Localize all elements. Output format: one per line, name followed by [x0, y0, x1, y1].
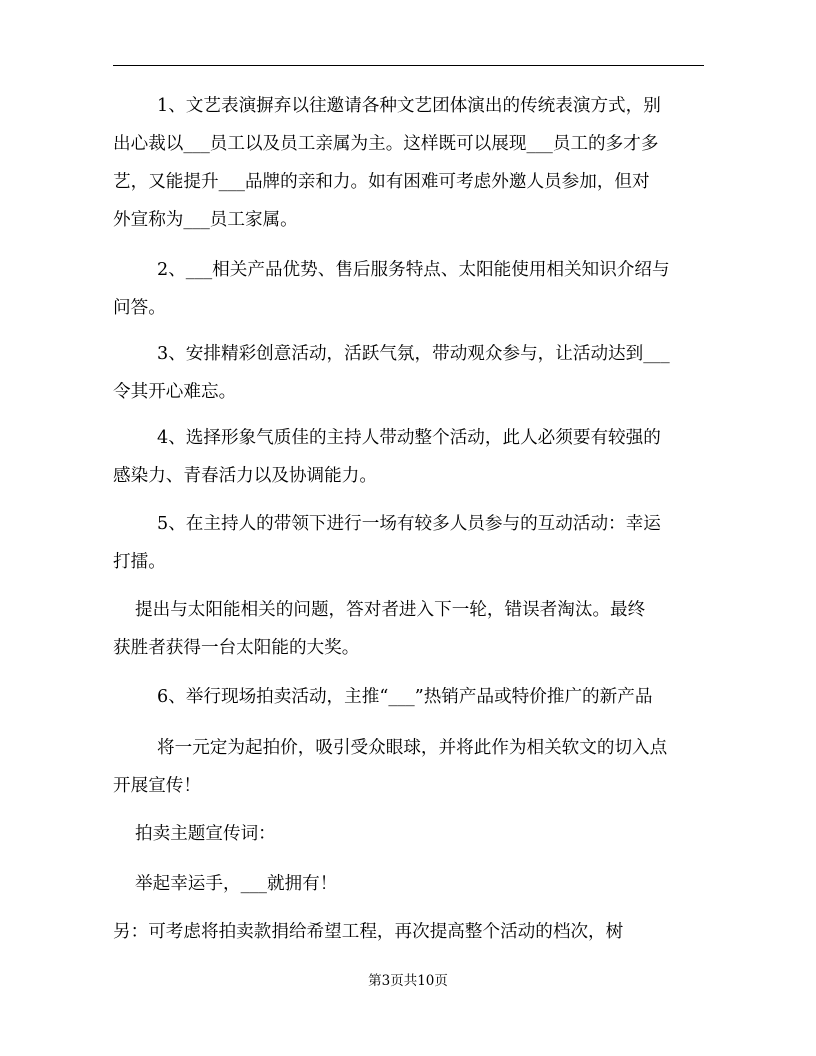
paragraph-8-line-2: 开展宣传！ — [113, 776, 201, 796]
paragraph-5-line-1: 5、在主持人的带领下进行一场有较多人员参与的互动活动：幸运 — [157, 514, 661, 534]
paragraph-2-line-2: 问答。 — [113, 298, 166, 318]
paragraph-1-line-1: 1、文艺表演摒弃以往邀请各种文艺团体演出的传统表演方式，别 — [157, 96, 661, 116]
paragraph-10-line-1: 举起幸运手，___就拥有！ — [135, 874, 338, 894]
paragraph-4-line-1: 4、选择形象气质佳的主持人带动整个活动，此人必须要有较强的 — [157, 428, 661, 448]
paragraph-8-line-1: 将一元定为起拍价，吸引受众眼球，并将此作为相关软文的切入点 — [157, 738, 668, 758]
paragraph-3-line-1: 3、安排精彩创意活动，活跃气氛，带动观众参与，让活动达到___ — [157, 344, 670, 364]
paragraph-9-line-1: 拍卖主题宣传词： — [135, 824, 276, 844]
paragraph-5-line-2: 打擂。 — [113, 552, 166, 572]
header-rule — [113, 65, 704, 66]
paragraph-11-line-1: 另：可考虑将拍卖款捐给希望工程，再次提高整个活动的档次，树 — [113, 922, 624, 942]
paragraph-3-line-2: 令其开心难忘。 — [113, 382, 237, 402]
paragraph-6-line-1: 提出与太阳能相关的问题，答对者进入下一轮，错误者淘汰。最终 — [135, 600, 646, 620]
paragraph-1-line-2: 出心裁以___员工以及员工亲属为主。这样既可以展现___员工的多才多 — [113, 134, 659, 154]
page-number-footer: 第3页共10页 — [368, 973, 448, 989]
paragraph-6-line-2: 获胜者获得一台太阳能的大奖。 — [113, 638, 360, 658]
paragraph-4-line-2: 感染力、青春活力以及协调能力。 — [113, 466, 377, 486]
paragraph-1-line-4: 外宣称为___员工家属。 — [113, 210, 298, 230]
paragraph-7-line-1: 6、举行现场拍卖活动，主推“___”热销产品或特价推广的新产品 — [157, 687, 653, 707]
paragraph-1-line-3: 艺，又能提升___品牌的亲和力。如有困难可考虑外邀人员参加，但对 — [113, 172, 650, 192]
paragraph-2-line-1: 2、___相关产品优势、售后服务特点、太阳能使用相关知识介绍与 — [157, 260, 670, 280]
